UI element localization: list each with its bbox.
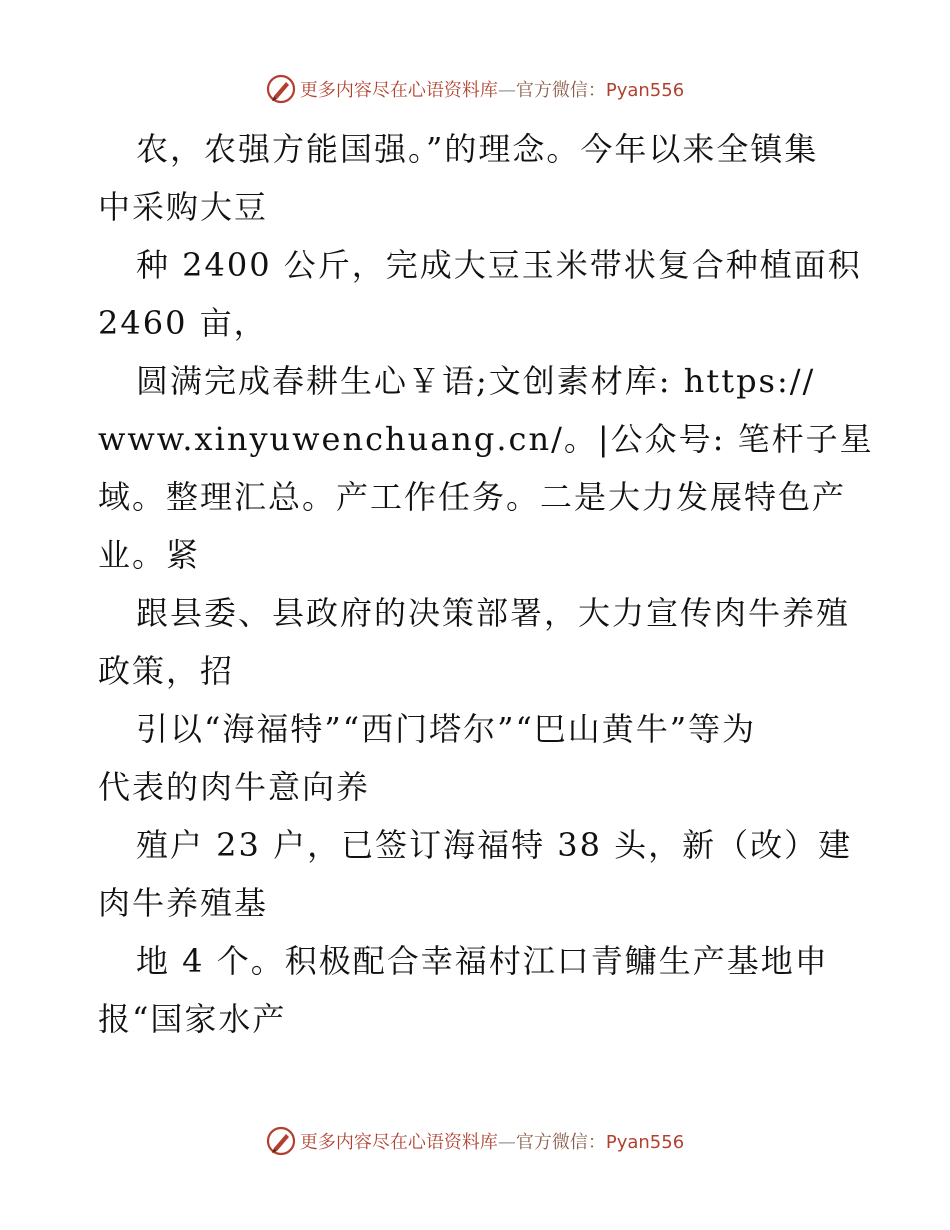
header-wechat-label: 官方微信： — [515, 80, 606, 101]
header-separator: — — [497, 80, 516, 101]
body-line: 中采购大豆 — [98, 188, 269, 226]
body-line: 跟县委、县政府的决策部署，大力宣传肉牛养殖 — [136, 594, 851, 632]
body-line: 政策，招 — [98, 652, 235, 690]
body-line: 报“国家水产 — [98, 1000, 287, 1038]
footer-text — [300, 1128, 684, 1154]
body-line: 引以“海福特”“西门塔尔”“巴山黄牛”等为 — [136, 710, 757, 748]
document-body — [98, 120, 874, 1048]
header-site-text: 更多内容尽在心语资料库 — [299, 80, 498, 101]
footer-separator: — — [497, 1132, 516, 1153]
pen-logo-icon — [266, 1126, 296, 1156]
body-line: 2460 亩， — [98, 304, 268, 342]
header-text — [300, 76, 684, 102]
footer-wechat-id: Pyan556 — [605, 1132, 685, 1153]
body-line: 殖户 23 户，已签订海福特 38 头，新（改）建 — [136, 826, 853, 864]
body-line: www.xinyuwenchuang.cn/。|公众号: 笔杆子星 — [98, 420, 874, 458]
body-line: 域。整理汇总。产工作任务。二是大力发展特色产 — [98, 478, 847, 516]
body-line: 农，农强方能国强。”的理念。今年以来全镇集 — [136, 130, 819, 168]
body-line: 圆满完成春耕生心￥语;文创素材库: https:// — [136, 362, 816, 400]
footer-wechat-label: 官方微信： — [515, 1132, 606, 1153]
body-line: 地 4 个。积极配合幸福村江口青鳙生产基地申 — [136, 942, 829, 980]
header-wechat-id: Pyan556 — [605, 80, 685, 101]
body-line: 代表的肉牛意向养 — [98, 768, 371, 806]
body-line: 种 2400 公斤，完成大豆玉米带状复合种植面积 — [136, 246, 862, 284]
body-line: 业。紧 — [98, 536, 201, 574]
body-line: 肉牛养殖基 — [98, 884, 269, 922]
pen-logo-icon — [266, 74, 296, 104]
footer-banner — [0, 1124, 950, 1158]
header-banner — [0, 72, 950, 106]
footer-site-text: 更多内容尽在心语资料库 — [299, 1132, 498, 1153]
